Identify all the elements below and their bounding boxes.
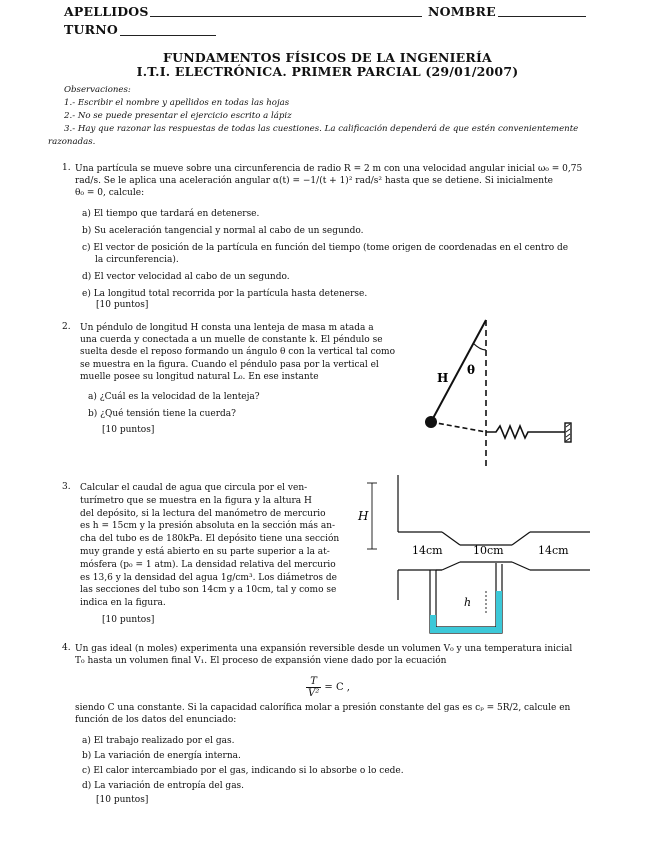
text-line: rad/s. Se le aplica una aceleración angular α(t) = −1/(t + 1)² rad/s² hasta que se detiene. Si inicialmente (75, 176, 553, 187)
exam-title-line2: I.T.I. ELECTRÓNICA. PRIMER PARCIAL (29/01/2007) (136, 64, 519, 79)
question-item: c) El calor intercambiado por el gas, indicando si lo absorbe o lo cede. (82, 766, 404, 776)
exam-title-line1: FUNDAMENTOS FÍSICOS DE LA INGENIERÍA (163, 50, 492, 65)
question-item: la circunferencia). (95, 255, 179, 265)
text-line: Calcular el caudal de agua que circula por el ven- (80, 483, 308, 493)
problem-4-text (75, 643, 587, 667)
question-item: d) La variación de entropía del gas. (82, 781, 245, 791)
text-line: Un péndulo de longitud H consta una lenteja de masa m atada a (80, 323, 374, 333)
spring-dashed-start (431, 422, 486, 432)
problem-number: 1. (62, 163, 71, 173)
theta-label: θ (467, 363, 476, 377)
apellidos-field[interactable] (150, 16, 422, 17)
problem-2-text (80, 322, 398, 383)
observacion-item: razonadas. (48, 137, 96, 147)
equation-denominator: V² (308, 688, 320, 699)
diameter-label-3: 14cm (538, 544, 569, 557)
height-h-label: h (464, 596, 472, 609)
question-item: b) La variación de energía interna. (82, 751, 241, 761)
question-item: d) El vector velocidad al cabo de un segundo. (82, 272, 290, 282)
question-item: b) Su aceleración tangencial y normal al cabo de un segundo. (82, 226, 364, 236)
problem-number: 4. (62, 643, 71, 653)
observacion-item: 2.- No se puede presentar el ejercicio escrito a lápiz (64, 111, 292, 121)
text-line: del depósito, si la lectura del manómetro de mercurio (80, 508, 326, 519)
venturi-figure (350, 475, 590, 635)
spring (486, 426, 565, 438)
turno-label: TURNO (64, 22, 118, 37)
observacion-item: 1.- Escribir el nombre y apellidos en todas las hojas (64, 98, 290, 108)
question-item: e) La longitud total recorrida por la partícula hasta detenerse. (82, 289, 368, 299)
text-line: Un gas ideal (n moles) experimenta una expansión reversible desde un volumen V₀ y una temperatura inicial (75, 644, 573, 654)
question-item: c) El vector de posición de la partícula en función del tiempo (tome origen de coordenadas en el centro de (82, 243, 569, 253)
text-line: cha del tubo es de 180kPa. El depósito tiene una sección (80, 534, 340, 545)
diameter-label-1: 14cm (412, 544, 443, 557)
text-line: es 13,6 y la densidad del agua 1g/cm³. Los diámetros de (80, 572, 337, 583)
problem-number: 3. (62, 482, 71, 492)
angle-arc (473, 343, 486, 350)
question-item: b) ¿Qué tensión tiene la cuerda? (88, 409, 236, 419)
height-H-label: H (358, 509, 369, 523)
length-h-label: H (437, 371, 449, 385)
text-line: una cuerda y conectada a un muelle de constante k. El péndulo se (80, 335, 383, 346)
problem-4-text-after (75, 702, 587, 726)
problem-number: 2. (62, 322, 71, 332)
equation (306, 676, 350, 699)
text-line: es h = 15cm y la presión absoluta en la sección más an- (80, 521, 336, 532)
text-line: muelle posee su longitud natural L₀. En ese instante (80, 371, 319, 382)
text-line: Una partícula se mueve sobre una circunferencia de radio R = 2 m con una velocidad angular inicial ω₀ = 0,75 (75, 164, 583, 174)
equation-numerator: T (306, 676, 321, 688)
observaciones-heading: Observaciones: (64, 85, 131, 95)
problem-1-text (75, 163, 587, 200)
nombre-field[interactable] (498, 16, 586, 17)
equation-rhs: = C , (324, 682, 350, 693)
question-item: a) ¿Cuál es la velocidad de la lenteja? (88, 392, 260, 402)
text-line: T₀ hasta un volumen final V₁. El proceso de expansión viene dado por la ecuación (75, 656, 447, 667)
apellidos-label: APELLIDOS (64, 4, 149, 19)
observacion-item: 3.- Hay que razonar las respuestas de todas las cuestiones. La calificación dependerá de que estén convenientemente (64, 124, 579, 134)
text-line: turímetro que se muestra en la figura y la altura H (80, 495, 312, 506)
question-item: a) El tiempo que tardará en detenerse. (82, 209, 260, 219)
points-label: [10 puntos] (102, 425, 155, 435)
text-line: indica en la figura. (80, 598, 166, 609)
text-line: se muestra en la figura. Cuando el péndulo pasa por la vertical el (80, 359, 379, 370)
points-label: [10 puntos] (96, 300, 149, 310)
text-line: siendo C una constante. Si la capacidad calorífica molar a presión constante del gas es cₚ = 5R/2, calcule en (75, 703, 571, 713)
points-label: [10 puntos] (102, 615, 155, 625)
manometer-tube (436, 563, 496, 627)
problem-3-text (80, 482, 366, 610)
text-line: θ₀ = 0, calcule: (75, 188, 145, 199)
diameter-label-2: 10cm (473, 544, 504, 557)
turno-field[interactable] (120, 35, 216, 36)
points-label: [10 puntos] (96, 795, 149, 805)
text-line: las secciones del tubo son 14cm y a 10cm, tal y como se (80, 585, 337, 596)
text-line: mósfera (p₀ = 1 atm). La densidad relativa del mercurio (80, 559, 336, 570)
text-line: muy grande y está abierto en su parte superior a la at- (80, 546, 330, 557)
pendulum-figure (400, 312, 590, 472)
text-line: función de los datos del enunciado: (75, 715, 237, 726)
text-line: suelta desde el reposo formando un ángulo θ con la vertical tal como (80, 347, 395, 358)
nombre-label: NOMBRE (428, 4, 496, 19)
question-item: a) El trabajo realizado por el gas. (82, 736, 235, 746)
